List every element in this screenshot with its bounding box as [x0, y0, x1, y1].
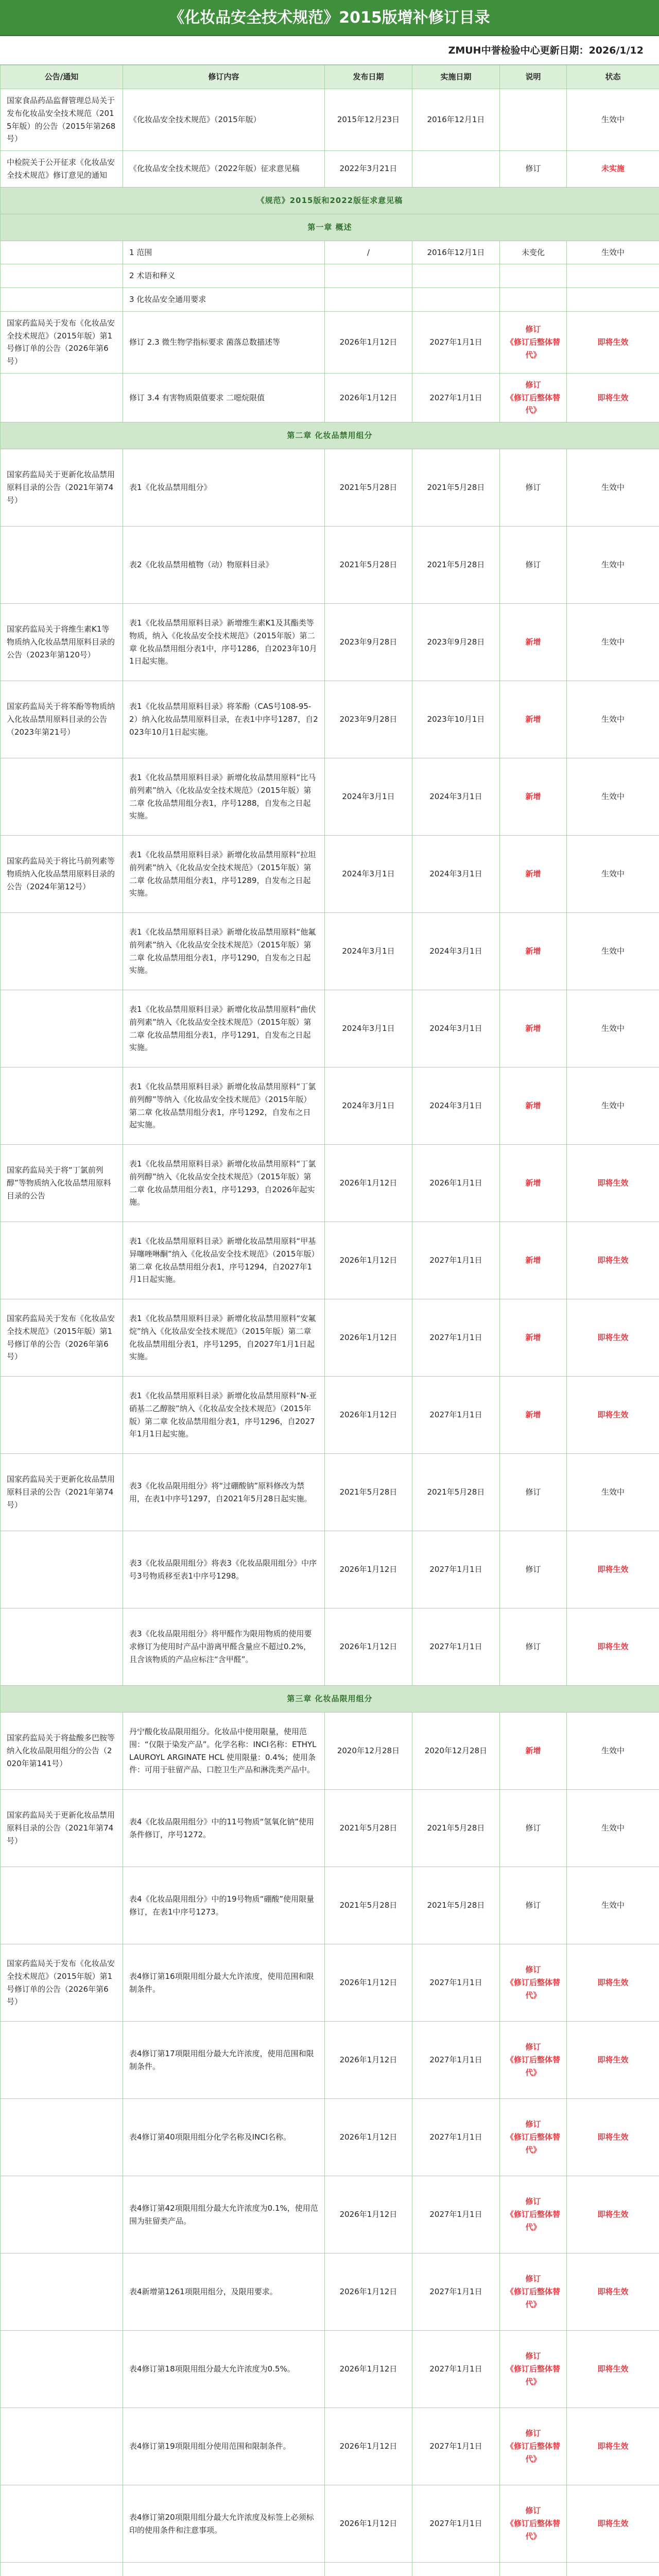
notice-cell: [1, 1531, 123, 1608]
note-cell: 修订 《修订后整体替代》: [500, 2253, 567, 2331]
content-cell: 2 术语和释义: [123, 264, 325, 288]
status-cell: 生效中: [567, 1790, 659, 1867]
notice-cell: [1, 758, 123, 836]
note-cell: [500, 2563, 567, 2576]
impl-date-cell: 2024年3月1日: [412, 836, 500, 913]
pub-date-cell: 2026年1月12日: [325, 1222, 412, 1299]
table-row: [1, 1377, 659, 1454]
note-cell: 新增: [500, 604, 567, 681]
impl-date-cell: 2027年1月1日: [412, 1222, 500, 1299]
note-cell: [500, 288, 567, 312]
impl-date-cell: 2027年1月1日: [412, 2485, 500, 2563]
notice-cell: [1, 2485, 123, 2563]
pub-date-cell: 2023年9月28日: [325, 604, 412, 681]
table-row: [1, 527, 659, 604]
notice-cell: [1, 527, 123, 604]
pub-date-cell: 2026年1月12日: [325, 2331, 412, 2408]
status-cell: 即将生效: [567, 1299, 659, 1377]
pub-date-cell: [325, 288, 412, 312]
status-cell: [567, 2563, 659, 2576]
table-row: [1, 1944, 659, 2022]
content-cell: 丹宁酸化妆品限用组分。化妆品中使用限量，使用范围：“仅限于染发产品”。化学名称：INCI名称：ETHYL LAUROYL ARGINATE HCL 使用限量：0.4%；使用条件：可用于驻留产品、口腔卫生产品和淋洗类产品中。: [123, 1713, 325, 1790]
notice-cell: 国家药监局关于将比马前列素等物质纳入化妆品禁用原料目录的公告（2024年第12号）: [1, 836, 123, 913]
impl-date-cell: 2027年1月1日: [412, 2331, 500, 2408]
table-row: [1, 1531, 659, 1608]
table-row: [1, 1713, 659, 1790]
table-row: [1, 1145, 659, 1222]
notice-cell: 国家药监局关于更新化妆品禁用原料目录的公告（2021年第74号）: [1, 1790, 123, 1867]
status-cell: 生效中: [567, 604, 659, 681]
status-cell: 即将生效: [567, 1222, 659, 1299]
col-notice: 公告/通知: [1, 65, 123, 89]
notice-cell: 国家药监局关于发布《化妆品安全技术规范》（2015年版）第1号修订单的公告（2026年第6号）: [1, 1299, 123, 1377]
content-cell: 表1《化妆品禁用原料目录》新增化妆品禁用原料“N-亚硝基二乙醇胺”纳入《化妆品安全技术规范》（2015年版）第二章 化妆品禁用组分表1，序号1296，自2027年1月1日起实施。: [123, 1377, 325, 1454]
note-cell: 新增: [500, 913, 567, 990]
pub-date-cell: 2026年1月12日: [325, 2099, 412, 2176]
notice-cell: [1, 2408, 123, 2485]
notice-cell: [1, 1067, 123, 1145]
impl-date-cell: 2021年5月28日: [412, 527, 500, 604]
notice-cell: [1, 913, 123, 990]
impl-date-cell: 2016年12月1日: [412, 241, 500, 264]
impl-date-cell: 2027年1月1日: [412, 1944, 500, 2022]
note-cell: 修订: [500, 527, 567, 604]
impl-date-cell: 2024年3月1日: [412, 1067, 500, 1145]
pub-date-cell: 2026年1月12日: [325, 1531, 412, 1608]
impl-date-cell: 2027年1月1日: [412, 2408, 500, 2485]
impl-date-cell: 2027年1月1日: [412, 1531, 500, 1608]
content-cell: 表1《化妆品禁用原料目录》新增维生素K1及其酯类等物质，纳入《化妆品安全技术规范》（2015年版）第二章 化妆品禁用组分表1中，序号1286，自2023年10月1日起实施。: [123, 604, 325, 681]
notice-cell: 国家食品药品监督管理总局关于发布化妆品安全技术规范（2015年版）的公告（2015年第268号）: [1, 89, 123, 151]
revision-table: [0, 65, 659, 2576]
impl-date-cell: 2027年1月1日: [412, 1377, 500, 1454]
note-cell: [500, 89, 567, 151]
status-cell: 即将生效: [567, 373, 659, 422]
table-row: [1, 2563, 659, 2576]
table-row: [1, 1790, 659, 1867]
note-cell: 修订: [500, 1608, 567, 1686]
status-cell: 即将生效: [567, 2253, 659, 2331]
content-cell: 表4新增第1261项限用组分，及限用要求。: [123, 2253, 325, 2331]
note-cell: 修订: [500, 1867, 567, 1944]
pub-date-cell: 2023年9月28日: [325, 681, 412, 758]
impl-date-cell: 2027年1月1日: [412, 2253, 500, 2331]
pub-date-cell: 2026年1月12日: [325, 1944, 412, 2022]
notice-cell: 国家药监局关于将盐酸多巴胺等纳入化妆品限用组分的公告（2020年第141号）: [1, 1713, 123, 1790]
pub-date-cell: 2021年5月28日: [325, 449, 412, 527]
note-cell: [500, 264, 567, 288]
status-cell: 即将生效: [567, 1608, 659, 1686]
note-cell: 新增: [500, 836, 567, 913]
content-cell: 表4修订第19项限用组分使用范围和限制条件。: [123, 2408, 325, 2485]
table-row: [1, 2022, 659, 2099]
content-cell: 表3《化妆品限用组分》将“过硼酸钠”原料修改为禁用，在表1中序号1297，自2021年5月28日起实施。: [123, 1454, 325, 1531]
notice-cell: 国家药监局关于将苯酚等物质纳入化妆品禁用原料目录的公告（2023年第21号）: [1, 681, 123, 758]
notice-cell: [1, 2331, 123, 2408]
status-cell: 即将生效: [567, 1944, 659, 2022]
pub-date-cell: 2026年1月12日: [325, 1299, 412, 1377]
impl-date-cell: 2023年9月28日: [412, 604, 500, 681]
note-cell: 新增: [500, 1222, 567, 1299]
table-row: [1, 2176, 659, 2253]
note-cell: 修订 《修订后整体替代》: [500, 2099, 567, 2176]
notice-cell: 国家药监局关于将维生素K1等物质纳入化妆品禁用原料目录的公告（2023年第120号）: [1, 604, 123, 681]
pub-date-cell: 2026年1月12日: [325, 311, 412, 373]
impl-date-cell: 2021年5月28日: [412, 1790, 500, 1867]
content-cell: 1 范围: [123, 241, 325, 264]
impl-date-cell: [412, 264, 500, 288]
pub-date-cell: 2026年1月12日: [325, 2485, 412, 2563]
status-cell: 生效中: [567, 1454, 659, 1531]
section-3-header-label: 第三章 化妆品限用组分: [1, 1686, 659, 1713]
section-3-header: [1, 1686, 659, 1713]
table-row: [1, 241, 659, 264]
content-cell: 表2《化妆品禁用植物（动）物原料目录》: [123, 527, 325, 604]
pub-date-cell: 2026年1月12日: [325, 2253, 412, 2331]
pub-date-cell: 2026年1月12日: [325, 2408, 412, 2485]
note-cell: 修订 《修订后整体替代》: [500, 1944, 567, 2022]
content-cell: 表4《化妆品限用组分》中的19号物质“硼酸”使用限量修订，在表1中序号1273。: [123, 1867, 325, 1944]
pub-date-cell: 2024年3月1日: [325, 758, 412, 836]
note-cell: 新增: [500, 990, 567, 1067]
table-row: [1, 2253, 659, 2331]
table-row: [1, 1222, 659, 1299]
impl-date-cell: [412, 288, 500, 312]
note-cell: 修订 《修订后整体替代》: [500, 2408, 567, 2485]
status-cell: 即将生效: [567, 2485, 659, 2563]
note-cell: 修订 《修订后整体替代》: [500, 2485, 567, 2563]
status-cell: 即将生效: [567, 1531, 659, 1608]
status-cell: 生效中: [567, 241, 659, 264]
pub-date-cell: 2026年1月12日: [325, 373, 412, 422]
pub-date-cell: 2026年1月12日: [325, 1608, 412, 1686]
impl-date-cell: [412, 151, 500, 188]
note-cell: 新增: [500, 1713, 567, 1790]
pub-date-cell: 2021年5月28日: [325, 527, 412, 604]
impl-date-cell: [412, 2563, 500, 2576]
note-cell: 新增: [500, 1377, 567, 1454]
table-row: [1, 264, 659, 288]
table-row: [1, 449, 659, 527]
note-cell: 修订 《修订后整体替代》: [500, 2176, 567, 2253]
content-cell: 修订 3.4 有害物质限值要求 二噁烷限值: [123, 373, 325, 422]
impl-date-cell: 2027年1月1日: [412, 2099, 500, 2176]
note-cell: 修订: [500, 449, 567, 527]
note-cell: 修订: [500, 1454, 567, 1531]
content-cell: 表1《化妆品禁用原料目录》新增化妆品禁用原料“他氟前列素”纳入《化妆品安全技术规范》（2015年版）第二章 化妆品禁用组分表1，序号1290，自发布之日起实施。: [123, 913, 325, 990]
table-row: [1, 151, 659, 188]
impl-date-cell: 2024年3月1日: [412, 990, 500, 1067]
notice-cell: [1, 373, 123, 422]
status-cell: 即将生效: [567, 2099, 659, 2176]
notice-cell: 国家药监局关于将“丁氯前列醇”等物质纳入化妆品禁用原料目录的公告: [1, 1145, 123, 1222]
content-cell: 表3《化妆品限用组分》将表3《化妆品限用组分》中序号3号物质移至表1中序号1298。: [123, 1531, 325, 1608]
content-cell: 表4修订第20项限用组分最大允许浓度及标签上必须标印的使用条件和注意事项。: [123, 2485, 325, 2563]
notice-cell: [1, 1867, 123, 1944]
pub-date-cell: 2024年3月1日: [325, 1067, 412, 1145]
pub-date-cell: 2026年1月12日: [325, 2176, 412, 2253]
content-cell: 表1《化妆品禁用原料目录》新增化妆品禁用原料“曲伏前列素”纳入《化妆品安全技术规范》（2015年版）第二章 化妆品禁用组分表1，序号1291，自发布之日起实施。: [123, 990, 325, 1067]
table-row: [1, 604, 659, 681]
notice-cell: [1, 2253, 123, 2331]
notice-cell: [1, 2022, 123, 2099]
status-cell: 即将生效: [567, 1377, 659, 1454]
content-cell: 表1《化妆品禁用原料目录》新增化妆品禁用原料“拉坦前列素”纳入《化妆品安全技术规范》（2015年版）第二章 化妆品禁用组分表1，序号1289，自发布之日起实施。: [123, 836, 325, 913]
note-cell: 未变化: [500, 241, 567, 264]
note-cell: 修订 《修订后整体替代》: [500, 311, 567, 373]
content-cell: 表1《化妆品禁用组分》: [123, 449, 325, 527]
note-cell: 修订 《修订后整体替代》: [500, 2331, 567, 2408]
content-cell: 表4修订第16项限用组分最大允许浓度，使用范围和限制条件。: [123, 1944, 325, 2022]
table-row: [1, 2485, 659, 2563]
notice-cell: [1, 2176, 123, 2253]
status-cell: 生效中: [567, 990, 659, 1067]
notice-cell: [1, 264, 123, 288]
content-cell: 《化妆品安全技术规范》（2022年版）征求意见稿: [123, 151, 325, 188]
table-row: [1, 373, 659, 422]
section-1-header: [1, 214, 659, 241]
note-cell: 新增: [500, 681, 567, 758]
status-cell: 生效中: [567, 1067, 659, 1145]
table-row: [1, 758, 659, 836]
notice-cell: 国家药监局关于发布《化妆品安全技术规范》（2015年版）第1号修订单的公告（2026年第6号）: [1, 311, 123, 373]
table-row: [1, 681, 659, 758]
notice-cell: 中检院关于公开征求《化妆品安全技术规范》修订意见的通知: [1, 151, 123, 188]
pub-date-cell: 2026年1月12日: [325, 2022, 412, 2099]
table-row: [1, 89, 659, 151]
notice-cell: [1, 990, 123, 1067]
note-cell: 新增: [500, 1299, 567, 1377]
notice-cell: [1, 2099, 123, 2176]
impl-date-cell: 2027年1月1日: [412, 1608, 500, 1686]
content-cell: 表4修订第40项限用组分化学名称及INCI名称。: [123, 2099, 325, 2176]
table-row: [1, 1299, 659, 1377]
compare-title: 《规范》2015版和2022版征求意见稿: [1, 187, 659, 214]
status-cell: 生效中: [567, 836, 659, 913]
col-note: 说明: [500, 65, 567, 89]
table-row: [1, 2408, 659, 2485]
status-cell: 即将生效: [567, 311, 659, 373]
status-cell: 即将生效: [567, 2176, 659, 2253]
pub-date-cell: [325, 2563, 412, 2576]
status-cell: 生效中: [567, 913, 659, 990]
pub-date-cell: 2021年5月28日: [325, 1790, 412, 1867]
content-cell: 表1《化妆品禁用原料目录》新增化妆品禁用原料“安氟烷”纳入《化妆品安全技术规范》（2015年版）第二章 化妆品禁用组分表1，序号1295，自2027年1月1日起实施。: [123, 1299, 325, 1377]
impl-date-cell: 2027年1月1日: [412, 373, 500, 422]
pub-date-cell: 2022年3月21日: [325, 151, 412, 188]
notice-cell: 国家药监局关于发布《化妆品安全技术规范》（2015年版）第1号修订单的公告（2026年第6号）: [1, 1944, 123, 2022]
content-cell: 修订 2.3 微生物学指标要求 菌落总数描述等: [123, 311, 325, 373]
status-cell: 生效中: [567, 681, 659, 758]
impl-date-cell: 2021年5月28日: [412, 1867, 500, 1944]
status-cell: 生效中: [567, 1867, 659, 1944]
note-cell: 修订: [500, 1531, 567, 1608]
col-impl-date: 实施日期: [412, 65, 500, 89]
table-header-row: [1, 65, 659, 89]
impl-date-cell: 2027年1月1日: [412, 1299, 500, 1377]
status-cell: 即将生效: [567, 2022, 659, 2099]
content-cell: 表4修订第42项限用组分最大允许浓度为0.1%，使用范围为驻留类产品。: [123, 2176, 325, 2253]
pub-date-cell: [325, 264, 412, 288]
note-cell: 新增: [500, 758, 567, 836]
table-row: [1, 311, 659, 373]
status-cell: 生效中: [567, 1713, 659, 1790]
table-row: [1, 836, 659, 913]
section-2-header: [1, 422, 659, 449]
table-row: [1, 990, 659, 1067]
status-cell: 即将生效: [567, 2331, 659, 2408]
table-row: [1, 1454, 659, 1531]
note-cell: 修订: [500, 1790, 567, 1867]
content-cell: 表1《化妆品禁用原料目录》新增化妆品禁用原料“甲基异噻唑啉酮”纳入《化妆品安全技术规范》（2015年版）第二章 化妆品禁用组分表1，序号1294，自2027年1月1日起实施。: [123, 1222, 325, 1299]
note-cell: 修订 《修订后整体替代》: [500, 2022, 567, 2099]
section-2-header-label: 第二章 化妆品禁用组分: [1, 422, 659, 449]
table-row: [1, 1867, 659, 1944]
note-cell: 修订: [500, 151, 567, 188]
notice-cell: [1, 288, 123, 312]
table-row: [1, 1067, 659, 1145]
table-row: [1, 288, 659, 312]
impl-date-cell: 2024年3月1日: [412, 758, 500, 836]
impl-date-cell: 2020年12月28日: [412, 1713, 500, 1790]
content-cell: 表1《化妆品禁用原料目录》新增化妆品禁用原料“丁氯前列醇”等纳入《化妆品安全技术规范》（2015年版）第二章 化妆品禁用组分表1，序号1292，自发布之日起实施。: [123, 1067, 325, 1145]
pub-date-cell: 2024年3月1日: [325, 836, 412, 913]
impl-date-cell: 2021年5月28日: [412, 1454, 500, 1531]
pub-date-cell: /: [325, 241, 412, 264]
status-cell: [567, 288, 659, 312]
table-row: [1, 913, 659, 990]
notice-cell: 国家药监局关于更新化妆品禁用原料目录的公告（2021年第74号）: [1, 1454, 123, 1531]
update-date: ZMUH中誉检验中心更新日期：2026/1/12: [0, 36, 659, 65]
status-cell: 生效中: [567, 758, 659, 836]
content-cell: 表4修订第17项限用组分最大允许浓度，使用范围和限制条件。: [123, 2022, 325, 2099]
status-cell: 生效中: [567, 527, 659, 604]
content-cell: 表1《化妆品禁用原料目录》将苯酚（CAS号108-95-2）纳入化妆品禁用原料目录，在表1中序号1287，自2023年10月1日起实施。: [123, 681, 325, 758]
impl-date-cell: 2026年1月1日: [412, 1145, 500, 1222]
compare-title-row: [1, 187, 659, 214]
impl-date-cell: 2027年1月1日: [412, 2176, 500, 2253]
impl-date-cell: 2027年1月1日: [412, 311, 500, 373]
notice-cell: [1, 241, 123, 264]
impl-date-cell: 2023年10月1日: [412, 681, 500, 758]
pub-date-cell: 2026年1月12日: [325, 1377, 412, 1454]
note-cell: 新增: [500, 1145, 567, 1222]
content-cell: 表1《化妆品禁用原料目录》新增化妆品禁用原料“丁氯前列醇”纳入《化妆品安全技术规范》（2015年版）第二章 化妆品禁用组分表1，序号1293，自2026年起实施。: [123, 1145, 325, 1222]
status-cell: 未实施: [567, 151, 659, 188]
col-pub-date: 发布日期: [325, 65, 412, 89]
pub-date-cell: 2024年3月1日: [325, 990, 412, 1067]
content-cell: 表4修订第18项限用组分最大允许浓度为0.5%。: [123, 2331, 325, 2408]
impl-date-cell: 2016年12月1日: [412, 89, 500, 151]
notice-cell: [1, 2563, 123, 2576]
status-cell: 生效中: [567, 449, 659, 527]
pub-date-cell: 2020年12月28日: [325, 1713, 412, 1790]
notice-cell: [1, 1377, 123, 1454]
col-status: 状态: [567, 65, 659, 89]
pub-date-cell: 2021年5月28日: [325, 1867, 412, 1944]
page-title: 《化妆品安全技术规范》2015版增补修订目录: [0, 0, 659, 36]
table-row: [1, 1608, 659, 1686]
status-cell: [567, 264, 659, 288]
content-cell: 3 化妆品安全通用要求: [123, 288, 325, 312]
notice-cell: [1, 1608, 123, 1686]
status-cell: 即将生效: [567, 2408, 659, 2485]
pub-date-cell: 2026年1月12日: [325, 1145, 412, 1222]
notice-cell: [1, 1222, 123, 1299]
status-cell: 生效中: [567, 89, 659, 151]
status-cell: 即将生效: [567, 1145, 659, 1222]
content-cell: 表3《化妆品限用组分》将甲醛作为限用物质的使用要求修订为使用时产品中游离甲醛含量应不超过0.2%，且含该物质的产品应标注“含甲醛”。: [123, 1608, 325, 1686]
note-cell: 修订 《修订后整体替代》: [500, 373, 567, 422]
content-cell: 《化妆品安全技术规范》（2015年版）: [123, 89, 325, 151]
note-cell: 新增: [500, 1067, 567, 1145]
pub-date-cell: 2015年12月23日: [325, 89, 412, 151]
pub-date-cell: 2021年5月28日: [325, 1454, 412, 1531]
content-cell: 表1《化妆品禁用原料目录》新增化妆品禁用原料“比马前列素”纳入《化妆品安全技术规范》（2015年版）第二章 化妆品禁用组分表1，序号1288，自发布之日起实施。: [123, 758, 325, 836]
impl-date-cell: 2027年1月1日: [412, 2022, 500, 2099]
table-row: [1, 2331, 659, 2408]
impl-date-cell: 2024年3月1日: [412, 913, 500, 990]
content-cell: 表4《化妆品限用组分》中的11号物质“氢氧化钠”使用条件修订，序号1272。: [123, 1790, 325, 1867]
content-cell: [123, 2563, 325, 2576]
notice-cell: 国家药监局关于更新化妆品禁用原料目录的公告（2021年第74号）: [1, 449, 123, 527]
col-content: 修订内容: [123, 65, 325, 89]
pub-date-cell: 2024年3月1日: [325, 913, 412, 990]
table-row: [1, 2099, 659, 2176]
section-1-header-label: 第一章 概述: [1, 214, 659, 241]
impl-date-cell: 2021年5月28日: [412, 449, 500, 527]
